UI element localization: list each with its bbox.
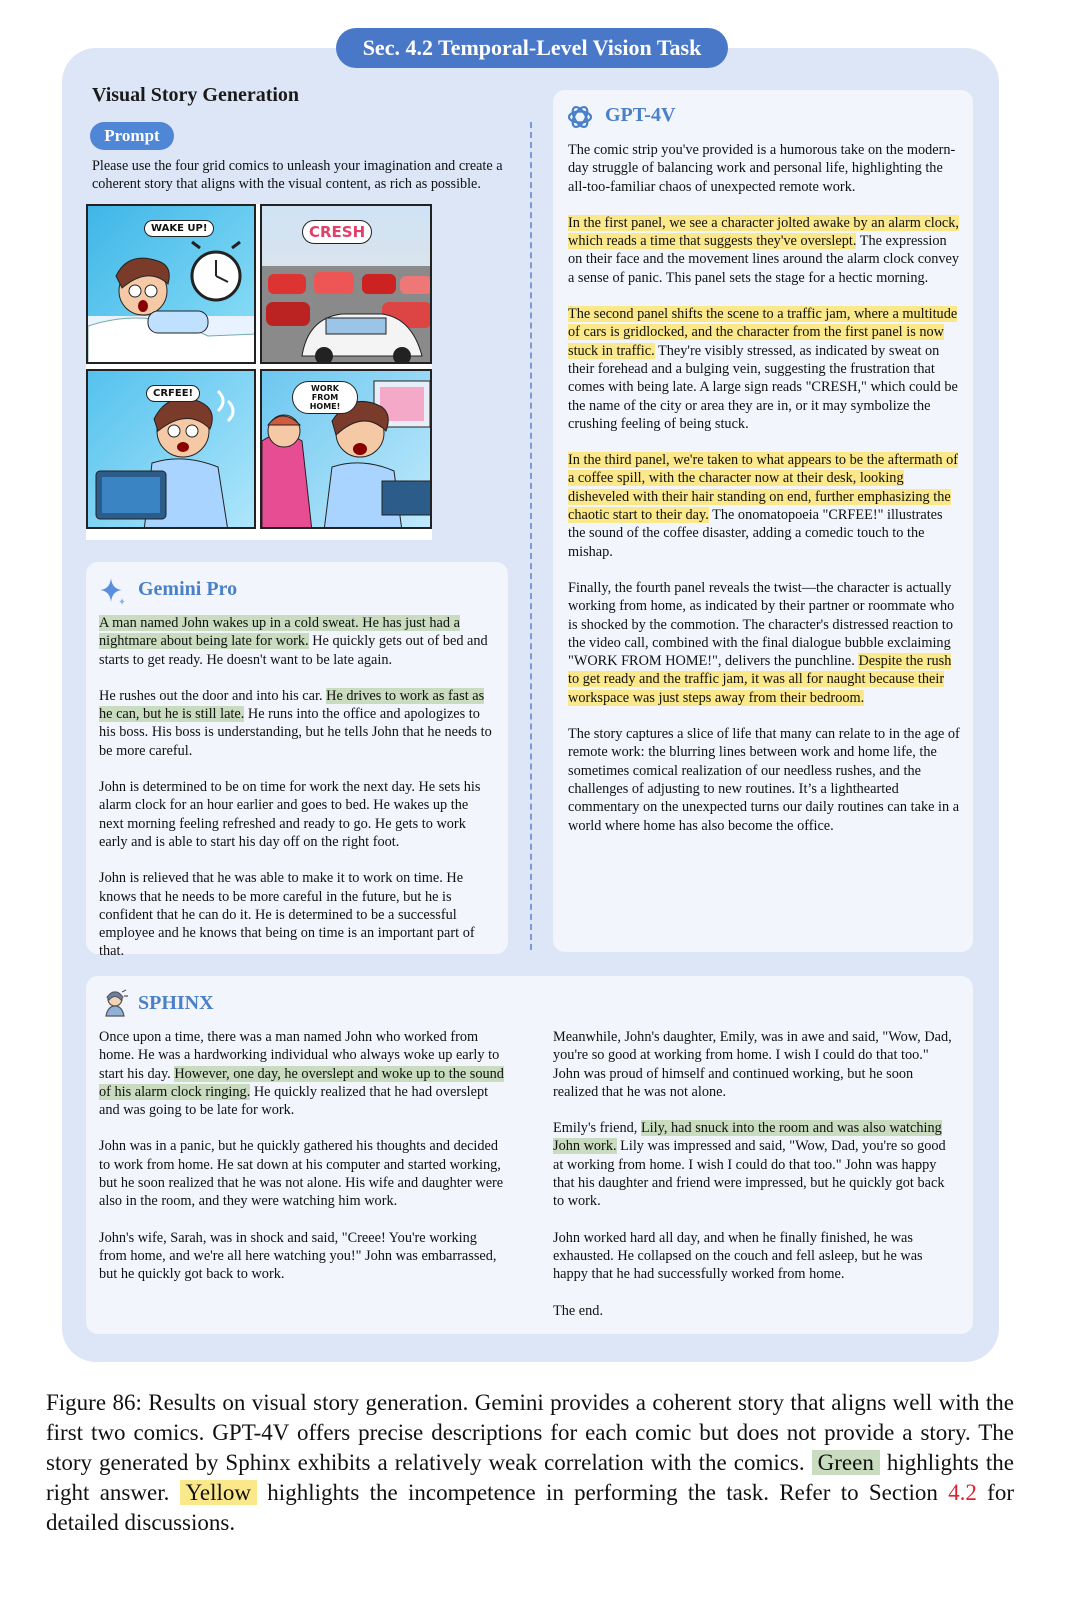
yellow-highlight: In the first panel, we see a character jolted awake by an alarm clock, which reads a time that suggests they've overslept.	[568, 214, 959, 250]
gemini-paragraph	[99, 687, 496, 760]
comic-panel-traffic	[260, 204, 432, 364]
column-divider	[530, 122, 532, 950]
comic-panel-work-from-home	[260, 369, 432, 529]
gpt4v-paragraph	[568, 214, 960, 287]
yellow-highlight: In the third panel, we're taken to what appears to be the aftermath of a coffee spill, with the character now at their desk, looking disheveled with their hair standing on end, further emphasizing the chaotic start to their day.	[568, 452, 959, 524]
caption-text: highlights the right answer.	[46, 1450, 1014, 1505]
comic-grid	[86, 204, 432, 540]
sphinx-mascot-icon	[100, 988, 130, 1018]
panel-1-speech-bubble: WAKE UP!	[144, 220, 214, 237]
text-run: The expression on their face and the movement lines around the alarm clock convey a sense of panic. This panel sets the stage for a hectic morning.	[568, 233, 960, 286]
text-run: He quickly realized that he had overslept and was going to be late for work.	[99, 1083, 489, 1119]
gpt4v-paragraph	[568, 579, 960, 707]
text-run: Lily was impressed and said, "Wow, Dad, you're so good at working from home. I wish I could do that too." John was happy that his daughter and friend were impressed, but he quickly got back to work.	[553, 1138, 946, 1210]
sphinx-response-right	[553, 1028, 959, 1338]
text-run: They're visibly stressed, as indicated by sweat on their forehead and a bulging vein, suggesting the frustration that comes with being late. A large sign reads "CRESH," which could be the name of the city or area they are in, or it may symbolize the crushing feeling of being stuck.	[568, 342, 958, 432]
prompt-text: Please use the four grid comics to unleash your imagination and create a coherent story that aligns with the visual content, as rich as possible.	[92, 158, 503, 192]
panel-4-speech-bubble: WORK FROM HOME!	[292, 381, 358, 414]
gpt4v-title: GPT-4V	[605, 104, 676, 126]
yellow-highlight: The second panel shifts the scene to a traffic jam, where a multitude of cars is gridlocked, and the character from the first panel is now stuck in traffic.	[568, 306, 958, 359]
yellow-highlight: Despite the rush to get ready and the traffic jam, it was all for naught because their workspace was just steps away from their bedroom.	[568, 653, 952, 706]
sphinx-paragraph: John was in a panic, but he quickly gathered his thoughts and decided to work from home. He sat down at his computer and started working, but he soon realized that he was not alone. His wife and daughter were also in the room, and they were watching him work.	[99, 1138, 504, 1210]
caption-text: Figure 86: Results on visual story generation. Gemini provides a coherent story that aligns well with the first two comics. GPT-4V offers precise descriptions for each comic but does not provide a story. The story generated by Sphinx exhibits a relatively weak correlation with the comics.	[46, 1390, 1014, 1475]
panel-3-speech-bubble: CRFEE!	[146, 385, 200, 402]
gemini-response	[99, 614, 496, 979]
gemini-title: Gemini Pro	[138, 578, 238, 600]
comic-panel-wake-up	[86, 204, 256, 364]
gpt4v-paragraph: The story captures a slice of life that many can relate to in the age of remote work: the blurring lines between work and home life, the sometimes comical realization of our needless rushes, and the challenges of adjusting to new routines. It’s a lighthearted commentary on the unexpected turns our daily routines can take in a world where home has also become the office.	[568, 726, 960, 834]
gpt4v-paragraph: The comic strip you've provided is a humorous take on the modern-day struggle of balancing work and personal life, highlighting the all-too-familiar chaos of unexpected remote work.	[568, 142, 956, 195]
sphinx-paragraph	[553, 1119, 959, 1210]
gpt4v-response	[568, 141, 960, 853]
green-highlight: He drives to work as fast as he can, but he is still late.	[99, 687, 485, 723]
sphinx-paragraph: John worked hard all day, and when he finally finished, he was exhausted. He collapsed on the couch and fell asleep, but he was happy that he had successfully worked from home.	[553, 1229, 923, 1283]
sphinx-paragraph: The end.	[553, 1302, 604, 1319]
gemini-paragraph: John is determined to be on time for work the next day. He sets his alarm clock for an hour earlier and goes to bed. He wakes up the next morning feeling refreshed and ready to go. He gets to work early and is able to start his day off on the right foot.	[99, 779, 481, 850]
text-run: He runs into the office and apologizes to his boss. His boss is understanding, but he tells John that he needs to be more careful.	[99, 706, 492, 759]
comic-panel-coffee	[86, 369, 256, 529]
task-title: Visual Story Generation	[92, 84, 300, 106]
sphinx-response-left	[99, 1028, 507, 1302]
gemini-paragraph: John is relieved that he was able to make it to work on time. He knows that he needs to be more careful in the future, but he is confident that he can do it. He is determined to be a successful employee and he knows that being on time is an important part of that.	[99, 870, 475, 960]
text-run: He rushes out the door and into his car.	[99, 687, 327, 704]
caption-text: for detailed discussions.	[46, 1480, 1014, 1535]
sphinx-paragraph: John's wife, Sarah, was in shock and said, "Creee! You're working from home, and we're all here watching you!" John was embarrassed, but he quickly got back to work.	[99, 1229, 497, 1283]
green-highlight: However, one day, he overslept and woke up to the sound of his alarm clock ringing.	[99, 1065, 504, 1100]
text-run: He quickly gets out of bed and starts to get ready. He doesn't want to be late again.	[99, 633, 488, 668]
section-reference-link[interactable]: 4.2	[948, 1480, 977, 1505]
prompt-label: Prompt	[90, 122, 174, 150]
traffic-sign: CRESH	[302, 220, 372, 244]
caption-text: highlights the incompetence in performing the task. Refer to Section	[257, 1480, 949, 1505]
gemini-sparkle-icon	[98, 576, 128, 606]
sphinx-paragraph: Meanwhile, John's daughter, Emily, was in awe and said, "Wow, Dad, you're so good at working from home. I wish I could do that too." John was proud of himself and continued working, but he soon realized that he was not alone.	[553, 1029, 952, 1100]
text-run: Finally, the fourth panel reveals the twist—the character is actually working from home, as indicated by their partner or roommate who is shocked by the commotion. The character's distressed reaction to the video call, combined with the final dialogue bubble exclaiming "WORK FROM HOME!", delivers the punchline.	[568, 579, 955, 670]
sphinx-paragraph	[99, 1028, 507, 1119]
text-run: The onomatopoeia "CRFEE!" illustrates the sound of the coffee disaster, adding a comedic touch to the mishap.	[568, 507, 943, 560]
gpt4v-paragraph	[568, 451, 960, 561]
caption-yellow-key: Yellow	[180, 1480, 257, 1505]
text-run: Emily's friend,	[553, 1120, 641, 1137]
text-run: Once upon a time, there was a man named John who worked from home. He was a hardworking individual who always woke up early to start his day.	[99, 1029, 500, 1082]
green-highlight: A man named John wakes up in a cold sweat. He has just had a nightmare about being late for work.	[99, 615, 460, 650]
gpt4v-paragraph	[568, 305, 960, 433]
sphinx-title: SPHINX	[138, 992, 214, 1014]
openai-logo-icon	[565, 102, 595, 132]
caption-green-key: Green	[812, 1450, 880, 1475]
section-title: Sec. 4.2 Temporal-Level Vision Task	[336, 28, 728, 68]
green-highlight: Lily, had snuck into the room and was also watching John work.	[553, 1120, 942, 1155]
gemini-paragraph	[99, 614, 496, 669]
figure-caption	[46, 1388, 1014, 1538]
